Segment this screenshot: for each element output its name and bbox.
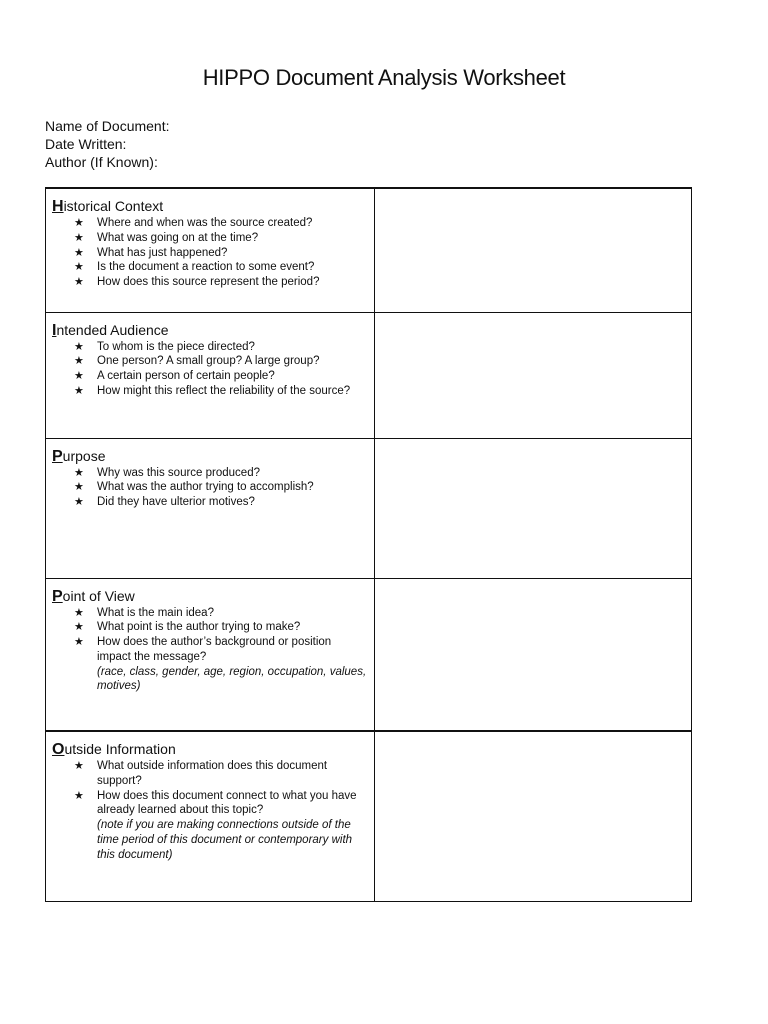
purpose-answer-box[interactable]: [375, 438, 692, 578]
black-star-icon: ★: [74, 370, 84, 383]
list-item: [74, 340, 368, 355]
date-written-label: Date Written:: [45, 136, 127, 152]
question-list: [52, 759, 368, 863]
list-item: [74, 246, 368, 261]
black-star-icon: ★: [74, 384, 84, 397]
black-star-icon: ★: [74, 231, 84, 244]
section-heading: [52, 740, 368, 759]
question-text: What point is the author trying to make?: [97, 621, 301, 634]
black-star-icon: ★: [74, 636, 84, 649]
list-item: [74, 620, 368, 635]
black-star-icon: ★: [74, 496, 84, 509]
list-item: [74, 466, 368, 481]
black-star-icon: ★: [74, 340, 84, 353]
list-item: [74, 275, 368, 290]
section-initial: I: [52, 321, 57, 339]
section-initial: O: [52, 741, 65, 758]
question-text: What was going on at the time?: [97, 231, 259, 244]
list-item: [74, 635, 368, 694]
point-of-view-row: [46, 578, 692, 731]
question-text: What is the main idea?: [97, 606, 214, 619]
black-star-icon: ★: [74, 621, 84, 634]
section-heading: [52, 447, 368, 466]
question-text: How does the author’s background or position impact the message?: [97, 636, 332, 663]
black-star-icon: ★: [74, 217, 84, 229]
section-heading-rest: urpose: [62, 447, 106, 464]
list-item: [74, 480, 368, 495]
question-text: To whom is the piece directed?: [97, 340, 255, 353]
question-list: [52, 340, 368, 399]
question-list: [52, 606, 368, 695]
question-text: What has just happened?: [97, 246, 228, 259]
question-text: How does this document connect to what you have already learned about this topic?: [97, 789, 357, 817]
intended-audience-row: [46, 312, 692, 438]
author-label: Author (If Known):: [45, 154, 158, 170]
list-item: [74, 384, 368, 399]
black-star-icon: ★: [74, 481, 84, 494]
purpose-row: [46, 438, 692, 578]
black-star-icon: ★: [74, 606, 84, 619]
purpose-prompt: [46, 438, 375, 578]
list-item: [74, 216, 368, 231]
section-initial: H: [52, 198, 64, 215]
intended-audience-prompt: [46, 312, 375, 438]
question-text: Where and when was the source created?: [97, 217, 313, 229]
question-note: (note if you are making connections outside of the time period of this document or contemporary with this document): [97, 819, 353, 861]
black-star-icon: ★: [74, 246, 84, 259]
black-star-icon: ★: [74, 276, 84, 289]
outside-information-row: [46, 731, 692, 901]
question-text: How does this source represent the period?: [97, 276, 320, 289]
page-title: HIPPO Document Analysis Worksheet: [202, 65, 566, 90]
section-heading-rest: oint of View: [62, 587, 135, 604]
historical-context-prompt: [46, 188, 375, 312]
black-star-icon: ★: [74, 466, 84, 479]
question-text: What was the author trying to accomplish?: [97, 481, 314, 494]
black-star-icon: ★: [74, 789, 84, 802]
list-item: [74, 495, 368, 510]
section-heading-rest: ntended Audience: [56, 321, 169, 338]
list-item: [74, 369, 368, 384]
question-text: Is the document a reaction to some event?: [97, 261, 315, 274]
question-text: One person? A small group? A large group?: [97, 355, 320, 368]
list-item: [74, 606, 368, 621]
section-heading-rest: istorical Context: [63, 198, 164, 214]
document-info: [45, 117, 170, 171]
question-text: What outside information does this document support?: [97, 760, 328, 787]
list-item: [74, 759, 368, 789]
list-item: [74, 260, 368, 275]
list-item: [74, 354, 368, 369]
point-of-view-answer-box[interactable]: [375, 578, 692, 731]
list-item: [74, 789, 368, 863]
question-list: [52, 216, 368, 290]
question-text: Did they have ulterior motives?: [97, 496, 255, 509]
historical-context-answer-box[interactable]: [375, 188, 692, 312]
section-heading: [52, 197, 368, 216]
hippo-table: [45, 187, 692, 902]
question-text: A certain person of certain people?: [97, 370, 275, 383]
intended-audience-answer-box[interactable]: [375, 312, 692, 438]
list-item: [74, 231, 368, 246]
name-of-document-label: Name of Document:: [45, 118, 170, 134]
black-star-icon: ★: [74, 261, 84, 274]
section-initial: P: [52, 447, 63, 465]
outside-information-answer-box[interactable]: [375, 731, 692, 901]
question-list: [52, 466, 368, 510]
section-initial: P: [52, 587, 63, 605]
outside-information-prompt: [46, 731, 375, 901]
black-star-icon: ★: [74, 355, 84, 368]
question-text: How might this reflect the reliability of the source?: [97, 384, 351, 397]
section-heading: [52, 587, 368, 606]
question-note: (race, class, gender, age, region, occupation, values, motives): [97, 665, 367, 693]
black-star-icon: ★: [74, 760, 84, 772]
point-of-view-prompt: [46, 578, 375, 731]
section-heading: [52, 321, 368, 340]
question-text: Why was this source produced?: [97, 466, 260, 479]
section-heading-rest: utside Information: [64, 741, 176, 757]
historical-context-row: [46, 188, 692, 312]
